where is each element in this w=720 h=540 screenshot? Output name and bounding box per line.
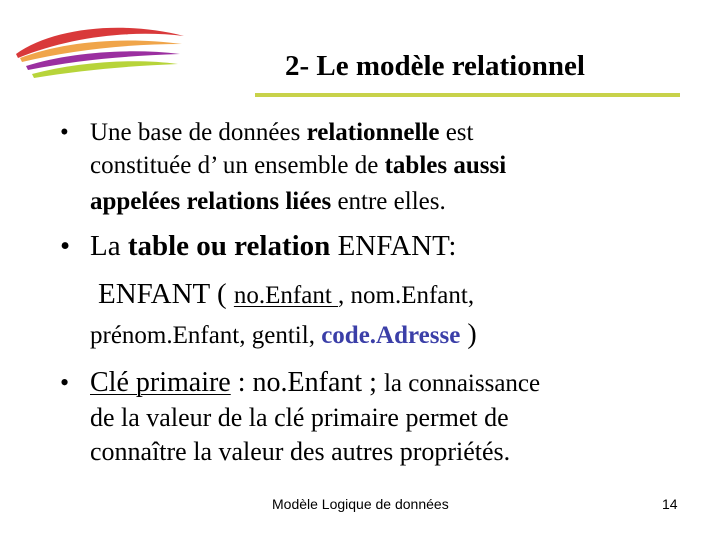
bullet-1-symbol: • [60,119,69,146]
swoosh-logo-icon [12,14,188,84]
bullet-1-bold-tables: tables aussi [384,152,507,179]
primary-key-no-enfant: no.Enfant [233,282,339,309]
bullet-2-text: ) [460,319,477,350]
bullet-2-text: , nom.Enfant, [338,282,475,309]
bullet-3-symbol: • [60,368,70,397]
bullet-2-bold-table-ou-relation: table ou relation [127,230,331,262]
bullet-3-text: : no.Enfant ; [230,367,384,398]
bullet-2-symbol: • [60,230,71,262]
bullet-2-text: La [90,230,128,262]
bullet-2-line-1 [90,229,456,263]
bullet-3-line-1 [90,368,540,399]
bullet-1-line-3 [90,187,446,217]
bullet-1-bold-relations: appelées relations liées [90,188,332,215]
bullet-2-text: prénom.Enfant, gentil, [90,322,322,349]
bullet-3-line-2: de la valeur de la clé primaire permet de [90,403,509,432]
bullet-1-text: Une base de données [90,119,307,146]
slide-footer: Modèle Logique de données [272,496,449,512]
bullet-1-text: constituée d’ un ensemble de [90,152,385,179]
foreign-key-code-adresse: code.Adresse [321,322,461,349]
bullet-2-line-3 [90,320,477,351]
bullet-1-bold-relationnelle: relationnelle [306,119,440,146]
bullet-1-line-2 [90,151,506,181]
bullet-2-text: ENFANT ( [98,278,234,310]
bullet-3-line-3: connaître la valeur des autres propriétés. [90,437,511,466]
bullet-1-text: est [439,119,474,146]
title-underline-rule [255,93,680,97]
slide-title: 2- Le modèle relationnel [285,50,585,82]
page-number: 14 [662,496,678,512]
bullet-2-line-2 [98,277,474,313]
bullet-1-text: entre elles. [331,188,446,215]
bullet-3-text: la connaissance [383,370,541,397]
bullet-2-text: ENFANT: [330,230,457,262]
bullet-3-cle-primaire: Clé primaire [90,367,231,398]
bullet-1-line-1 [90,118,473,148]
